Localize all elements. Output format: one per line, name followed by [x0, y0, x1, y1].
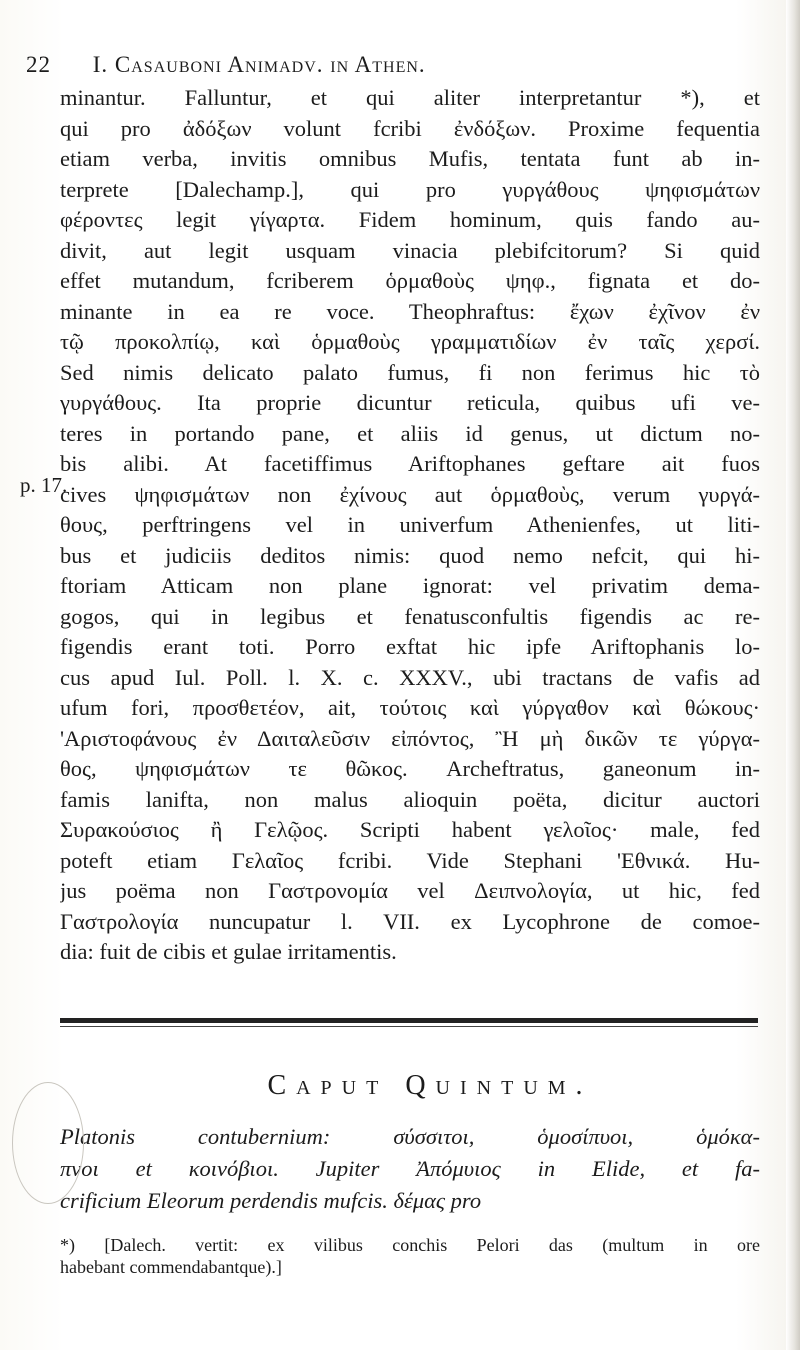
- text-line: cus apud Iul. Poll. l. X. c. XXXV., ubi tractans de vafis ad: [60, 665, 760, 690]
- text-line: gogos, qui in legibus et fenatusconfultis figendis ac re-: [60, 604, 760, 629]
- text-line: cives ψηφισμάτων non ἐχίνους aut ὁρμαθοὺς, verum γυργά-: [60, 482, 760, 507]
- text-line: ftoriam Atticam non plane ignorat: vel privatim dema-: [60, 573, 760, 598]
- text-line: ufum fori, προσθετέον, ait, τούτοις καὶ γύργαθον καὶ θώκους·: [60, 695, 760, 720]
- footnote-line: *) [Dalech. vertit: ex vilibus conchis Pelori das (multum in ore: [60, 1235, 760, 1255]
- text-line: θους, perftringens vel in univerfum Athenienfes, ut liti-: [60, 512, 760, 537]
- text-line: divit, aut legit usquam vinacia plebifcitorum? Si quid: [60, 238, 760, 263]
- text-line: teres in portando pane, et aliis id genus, ut dictum no-: [60, 421, 760, 446]
- text-line: figendis erant toti. Porro exftat hic ipfe Ariftophanis lo-: [60, 634, 760, 659]
- text-line: Γαστρολογία nuncupatur l. VII. ex Lycophrone de comoe-: [60, 909, 760, 934]
- text-line: effet mutandum, fcriberem ὁρμαθοὺς ψηφ., fignata et do-: [60, 268, 760, 293]
- running-head: [26, 52, 746, 78]
- text-line: φέροντες legit γίγαρτα. Fidem hominum, quis fando au-: [60, 207, 760, 232]
- text-line: Sed nimis delicato palato fumus, fi non ferimus hic τὸ: [60, 360, 760, 385]
- text-line: terprete [Dalechamp.], qui pro γυργάθους ψηφισμάτων: [60, 177, 760, 202]
- text-line: θος, ψηφισμάτων τε θῶκος. Archeftratus, ganeonum in-: [60, 756, 760, 781]
- section-rule-thick: [60, 1018, 758, 1023]
- chapter-summary-line: crificium Eleorum perdendis mufcis. δέμας pro: [60, 1188, 482, 1213]
- text-line: poteft etiam Γελαῖος fcribi. Vide Stephani 'Εθνικά. Hu-: [60, 848, 760, 873]
- text-line: qui pro ἀδόξων volunt fcribi ἐνδόξων. Proxime fequentia: [60, 116, 760, 141]
- text-line: etiam verba, invitis omnibus Mufis, tentata funt ab in-: [60, 146, 760, 171]
- running-title: I. Casauboni Animadv. in Athen.: [92, 52, 426, 77]
- page-edge-shadow: [786, 0, 800, 1350]
- chapter-summary-line: πνοι et κοινόβιοι. Jupiter Ἀπόμυιος in Elide, et fa-: [60, 1156, 760, 1181]
- text-line: dia: fuit de cibis et gulae irritamentis.: [60, 939, 397, 964]
- margin-page-reference: p. 17.: [20, 473, 68, 497]
- paper-stain-mark: [12, 1082, 84, 1204]
- text-line: τῷ προκολπίῳ, καὶ ὁρμαθοὺς γραμματιδίων ἐν ταῖς χερσί.: [60, 329, 760, 354]
- chapter-heading: Caput Quintum.: [267, 1070, 593, 1101]
- text-line: γυργάθους. Ita proprie dicuntur reticula, quibus ufi ve-: [60, 390, 760, 415]
- text-line: minante in ea re voce. Theophraftus: ἔχων ἐχῖνον ἐν: [60, 299, 760, 324]
- section-rule-thin: [60, 1026, 758, 1027]
- text-line: 'Αριστοφάνους ἐν Δαιταλεῦσιν εἰπόντος, Ἢ μὴ δικῶν τε γύργα-: [60, 726, 760, 751]
- page-number: 22: [26, 52, 51, 77]
- text-line: Συρακούσιος ἢ Γελῷος. Scripti habent γελοῖος· male, fed: [60, 817, 760, 842]
- footnote-line: habebant commendabantque).]: [60, 1257, 282, 1277]
- chapter-summary-line: Platonis contubernium: σύσσιτοι, ὁμοσίπυοι, ὁμόκα-: [60, 1124, 760, 1149]
- text-line: famis lanifta, non malus alioquin poëta, dicitur auctori: [60, 787, 760, 812]
- text-line: jus poëma non Γαστρονομία vel Δειπνολογία, ut hic, fed: [60, 878, 760, 903]
- text-line: bis alibi. At facetiffimus Ariftophanes geftare ait fuos: [60, 451, 760, 476]
- text-line: minantur. Falluntur, et qui aliter interpretantur *), et: [60, 85, 760, 110]
- text-line: bus et judiciis deditos nimis: quod nemo nefcit, qui hi-: [60, 543, 760, 568]
